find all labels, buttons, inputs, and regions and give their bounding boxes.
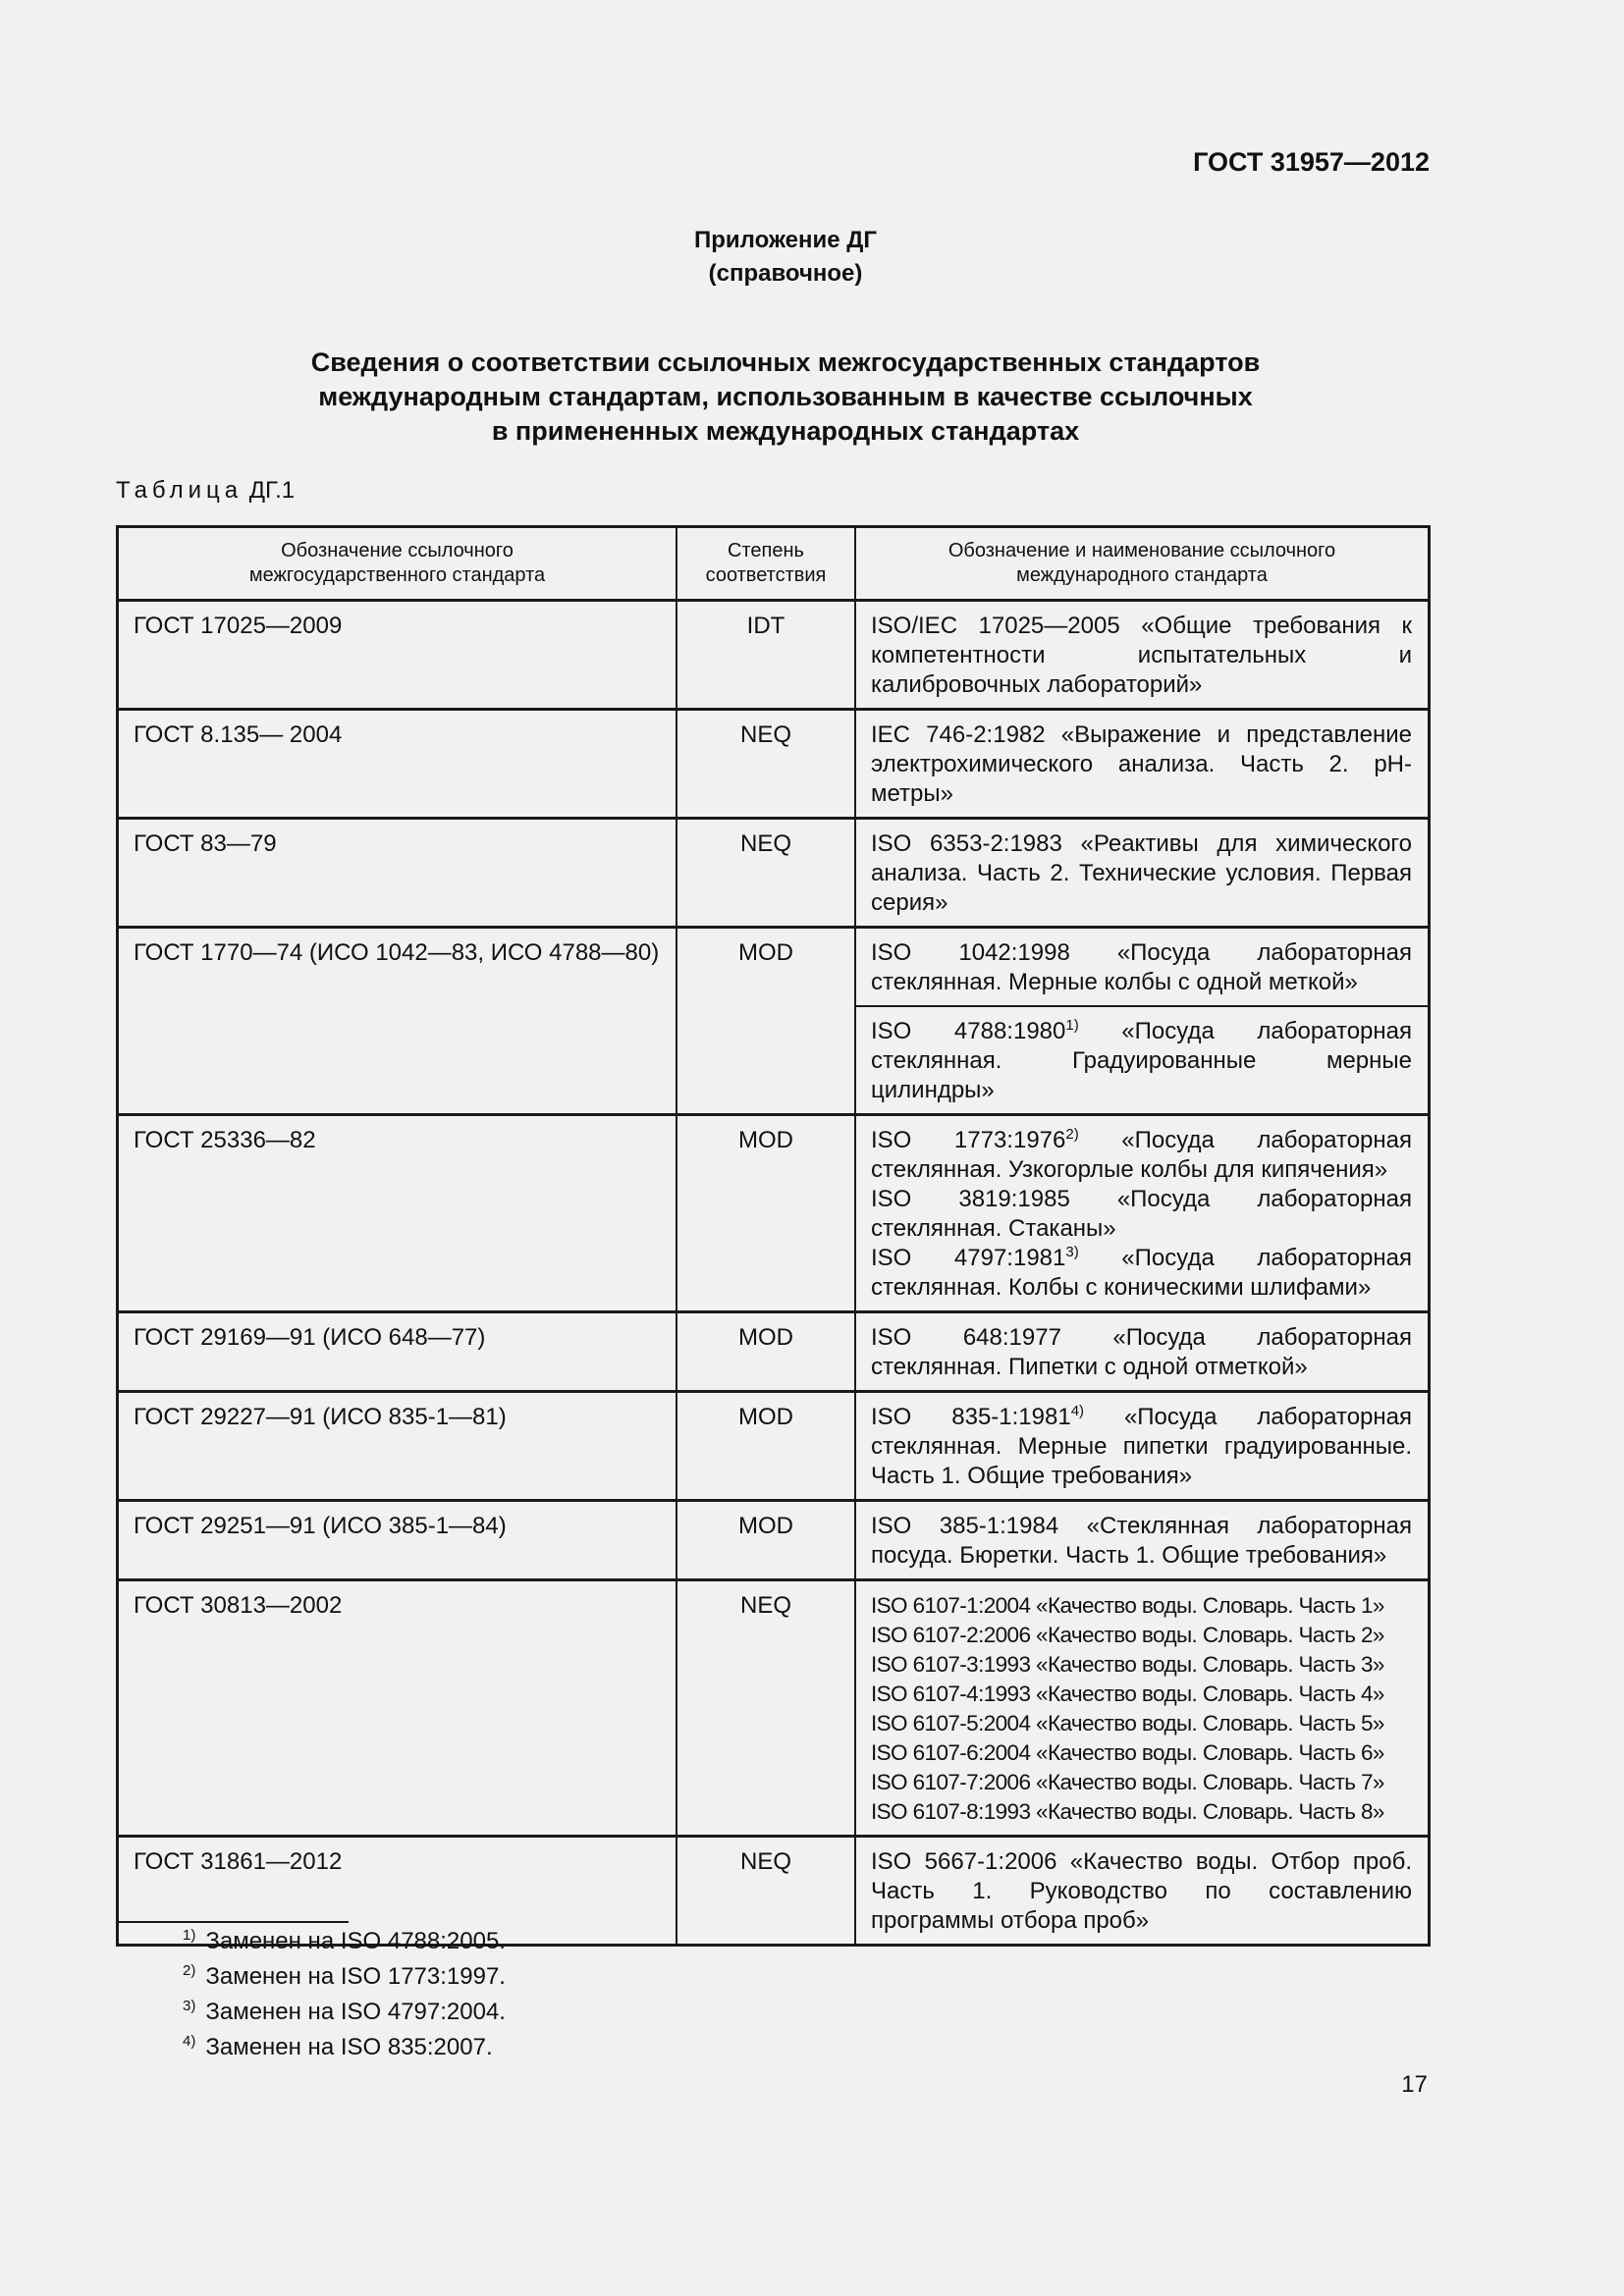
ref-title: «Посуда лабораторная стеклянная. Колбы с коническими шлифами» xyxy=(871,1245,1412,1301)
intl-ref xyxy=(871,1126,1412,1185)
header-text: Обозначение ссылочного xyxy=(281,540,514,561)
ref-code: ISO 4788:1980 xyxy=(871,1018,1066,1044)
heading-line-3: в примененных международных стандартах xyxy=(491,416,1080,446)
appendix-label: Приложение ДГ xyxy=(694,227,877,253)
intl-standard-cell: ISO/IEC 17025—2005 «Общие требования к компетентности испытательных и калибровочных лабораторий» xyxy=(855,601,1430,710)
table-row xyxy=(118,1312,1430,1392)
intl-ref: ISO 6107-8:1993 «Качество воды. Словарь. Часть 8» xyxy=(871,1799,1384,1824)
table-row xyxy=(118,1580,1430,1837)
table-row xyxy=(118,1392,1430,1501)
table-caption xyxy=(116,477,295,505)
degree-cell: MOD xyxy=(677,1312,855,1392)
footnote-text: Заменен на ISO 4797:2004. xyxy=(205,1999,506,2025)
table-row xyxy=(118,710,1430,819)
intl-ref: ISO 6107-6:2004 «Качество воды. Словарь. Часть 6» xyxy=(871,1740,1384,1765)
footnote xyxy=(183,2030,506,2065)
gost-cell: ГОСТ 25336—82 xyxy=(118,1115,677,1312)
intl-standard-cell: ISO 6353-2:1983 «Реактивы для химического анализа. Часть 2. Технические условия. Первая серия» xyxy=(855,819,1430,928)
degree-cell: NEQ xyxy=(677,819,855,928)
degree-cell: NEQ xyxy=(677,1837,855,1946)
footnote-mark: 4) xyxy=(183,2033,196,2050)
table-row xyxy=(118,1501,1430,1580)
intl-ref: ISO 3819:1985 «Посуда лабораторная стеклянная. Стаканы» xyxy=(871,1186,1412,1242)
footnote-mark: 3) xyxy=(183,1998,196,2014)
gost-cell: ГОСТ 29227—91 (ИСО 835-1—81) xyxy=(118,1392,677,1501)
footnote-text: Заменен на ISO 4788:2005. xyxy=(205,1928,506,1954)
gost-cell: ГОСТ 29251—91 (ИСО 385-1—84) xyxy=(118,1501,677,1580)
degree-cell: NEQ xyxy=(677,710,855,819)
gost-cell: ГОСТ 30813—2002 xyxy=(118,1580,677,1837)
gost-cell: ГОСТ 17025—2009 xyxy=(118,601,677,710)
document-code: ГОСТ 31957—2012 xyxy=(1193,147,1430,177)
header-text: соответствия xyxy=(705,564,827,586)
heading-line-2: международным стандартам, использованным в качестве ссылочных xyxy=(318,382,1253,411)
footnote-divider xyxy=(116,1921,349,1923)
table-caption-prefix: Таблица xyxy=(116,477,244,504)
gost-cell: ГОСТ 8.135— 2004 xyxy=(118,710,677,819)
heading-line-1: Сведения о соответствии ссылочных межгосударственных стандартов xyxy=(310,347,1261,377)
intl-standard-cell xyxy=(855,1115,1430,1312)
page-number: 17 xyxy=(1401,2071,1428,2098)
ref-title: «Посуда лабораторная стеклянная. Мерные пипетки градуированные. Часть 1. Общие требования» xyxy=(871,1404,1413,1489)
table-caption-number: ДГ.1 xyxy=(248,477,296,504)
intl-standard-cell: ISO 1042:1998 «Посуда лабораторная стеклянная. Мерные колбы с одной меткой» xyxy=(855,928,1430,1007)
appendix-title xyxy=(0,224,1571,291)
footnote-mark: 2) xyxy=(1065,1126,1079,1143)
footnote xyxy=(183,1959,506,1995)
degree-cell: MOD xyxy=(677,1392,855,1501)
intl-standard-cell xyxy=(855,1006,1430,1115)
correspondence-table xyxy=(116,525,1431,1947)
footnote-mark: 4) xyxy=(1070,1403,1085,1419)
gost-cell: ГОСТ 29169—91 (ИСО 648—77) xyxy=(118,1312,677,1392)
header-text: Степень xyxy=(728,540,804,561)
footnote-text: Заменен на ISO 1773:1997. xyxy=(205,1963,506,1990)
intl-standard-cell: ISO 385-1:1984 «Стеклянная лабораторная посуда. Бюретки. Часть 1. Общие требования» xyxy=(855,1501,1430,1580)
table-row xyxy=(118,819,1430,928)
header-intl-standard xyxy=(855,527,1430,601)
header-text: Обозначение и наименование ссылочного xyxy=(947,540,1336,561)
header-text: международного стандарта xyxy=(1016,564,1268,586)
gost-cell: ГОСТ 83—79 xyxy=(118,819,677,928)
footnote-mark: 2) xyxy=(183,1962,196,1979)
footnote-mark: 1) xyxy=(183,1927,196,1944)
table-row xyxy=(118,928,1430,1007)
intl-ref: ISO 6107-3:1993 «Качество воды. Словарь. Часть 3» xyxy=(871,1652,1384,1677)
footnote-mark: 3) xyxy=(1065,1244,1079,1260)
intl-standard-cell: IEC 746-2:1982 «Выражение и представление электрохимического анализа. Часть 2. pH-метры» xyxy=(855,710,1430,819)
table-header-row xyxy=(118,527,1430,601)
intl-ref xyxy=(871,1244,1412,1303)
header-degree xyxy=(677,527,855,601)
intl-standard-cell xyxy=(855,1392,1430,1501)
header-gost-designation xyxy=(118,527,677,601)
degree-cell: MOD xyxy=(677,1501,855,1580)
degree-cell: NEQ xyxy=(677,1580,855,1837)
footnote xyxy=(183,1995,506,2030)
ref-title: «Посуда лабораторная стеклянная. Узкогорлые колбы для кипячения» xyxy=(871,1127,1412,1183)
footnote xyxy=(183,1924,506,1959)
ref-code: ISO 4797:1981 xyxy=(871,1245,1066,1271)
degree-cell: MOD xyxy=(677,928,855,1115)
section-heading xyxy=(0,346,1571,449)
gost-cell: ГОСТ 1770—74 (ИСО 1042—83, ИСО 4788—80) xyxy=(118,928,677,1115)
header-text: межгосударственного стандарта xyxy=(248,564,546,586)
table-row xyxy=(118,1115,1430,1312)
degree-cell: MOD xyxy=(677,1115,855,1312)
intl-standard-cell xyxy=(855,1580,1430,1837)
footnotes xyxy=(183,1924,506,2065)
gost-cell: ГОСТ 31861—2012 xyxy=(118,1837,677,1946)
appendix-type: (справочное) xyxy=(708,260,863,287)
intl-ref: ISO 6107-7:2006 «Качество воды. Словарь. Часть 7» xyxy=(871,1770,1384,1794)
intl-ref: ISO 6107-2:2006 «Качество воды. Словарь. Часть 2» xyxy=(871,1623,1384,1647)
footnote-mark: 1) xyxy=(1065,1017,1079,1034)
intl-standard-cell: ISO 5667-1:2006 «Качество воды. Отбор проб. Часть 1. Руководство по составлению программы отбора проб» xyxy=(855,1837,1430,1946)
table-row xyxy=(118,601,1430,710)
intl-ref: ISO 6107-4:1993 «Качество воды. Словарь. Часть 4» xyxy=(871,1682,1384,1706)
footnote-text: Заменен на ISO 835:2007. xyxy=(205,2034,493,2060)
intl-ref: ISO 6107-5:2004 «Качество воды. Словарь. Часть 5» xyxy=(871,1711,1384,1735)
ref-title: «Посуда лабораторная стеклянная. Градуированные мерные цилиндры» xyxy=(871,1018,1412,1103)
ref-code: ISO 835-1:1981 xyxy=(871,1404,1071,1430)
degree-cell: IDT xyxy=(677,601,855,710)
ref-code: ISO 1773:1976 xyxy=(871,1127,1066,1153)
intl-standard-cell: ISO 648:1977 «Посуда лабораторная стеклянная. Пипетки с одной отметкой» xyxy=(855,1312,1430,1392)
intl-ref: ISO 6107-1:2004 «Качество воды. Словарь. Часть 1» xyxy=(871,1593,1384,1618)
